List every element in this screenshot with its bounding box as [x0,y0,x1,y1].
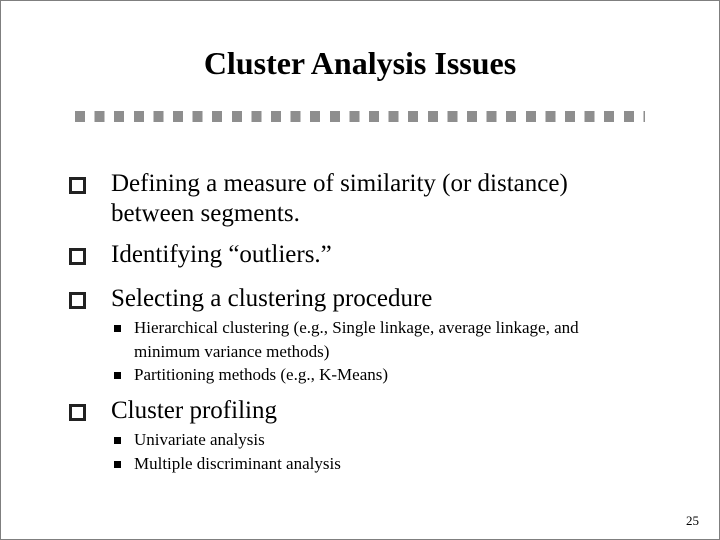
square-bullet-icon [69,177,86,194]
sub-bullet-icon [114,325,121,332]
square-bullet-icon [69,404,86,421]
sub-bullet-text [134,316,674,364]
bullet-text [111,169,651,229]
sub-bullet-text: Partitioning methods (e.g., K-Means) [134,365,389,384]
bullet-text-line: Defining a measure of similarity (or distance) [111,170,568,197]
bullet-text-line: between segments. [111,200,300,227]
sub-bullet-icon [114,461,121,468]
title-divider [75,111,645,122]
bullet-text: Identifying “outliers.” [111,241,332,268]
sub-bullet-text-line: minimum variance methods) [134,342,330,361]
sub-bullet-icon [114,372,121,379]
square-bullet-icon [69,248,86,265]
sub-bullet-icon [114,437,121,444]
square-bullet-icon [69,292,86,309]
sub-bullet-text: Univariate analysis [134,430,265,449]
slide-title: Cluster Analysis Issues [203,45,517,81]
sub-bullet-text: Multiple discriminant analysis [134,454,341,473]
bullet-text: Selecting a clustering procedure [111,285,433,312]
sub-bullet-text-line: Hierarchical clustering (e.g., Single linkage, average linkage, and [134,318,579,337]
page-number: 25 [686,513,699,528]
bullet-text: Cluster profiling [111,397,277,424]
